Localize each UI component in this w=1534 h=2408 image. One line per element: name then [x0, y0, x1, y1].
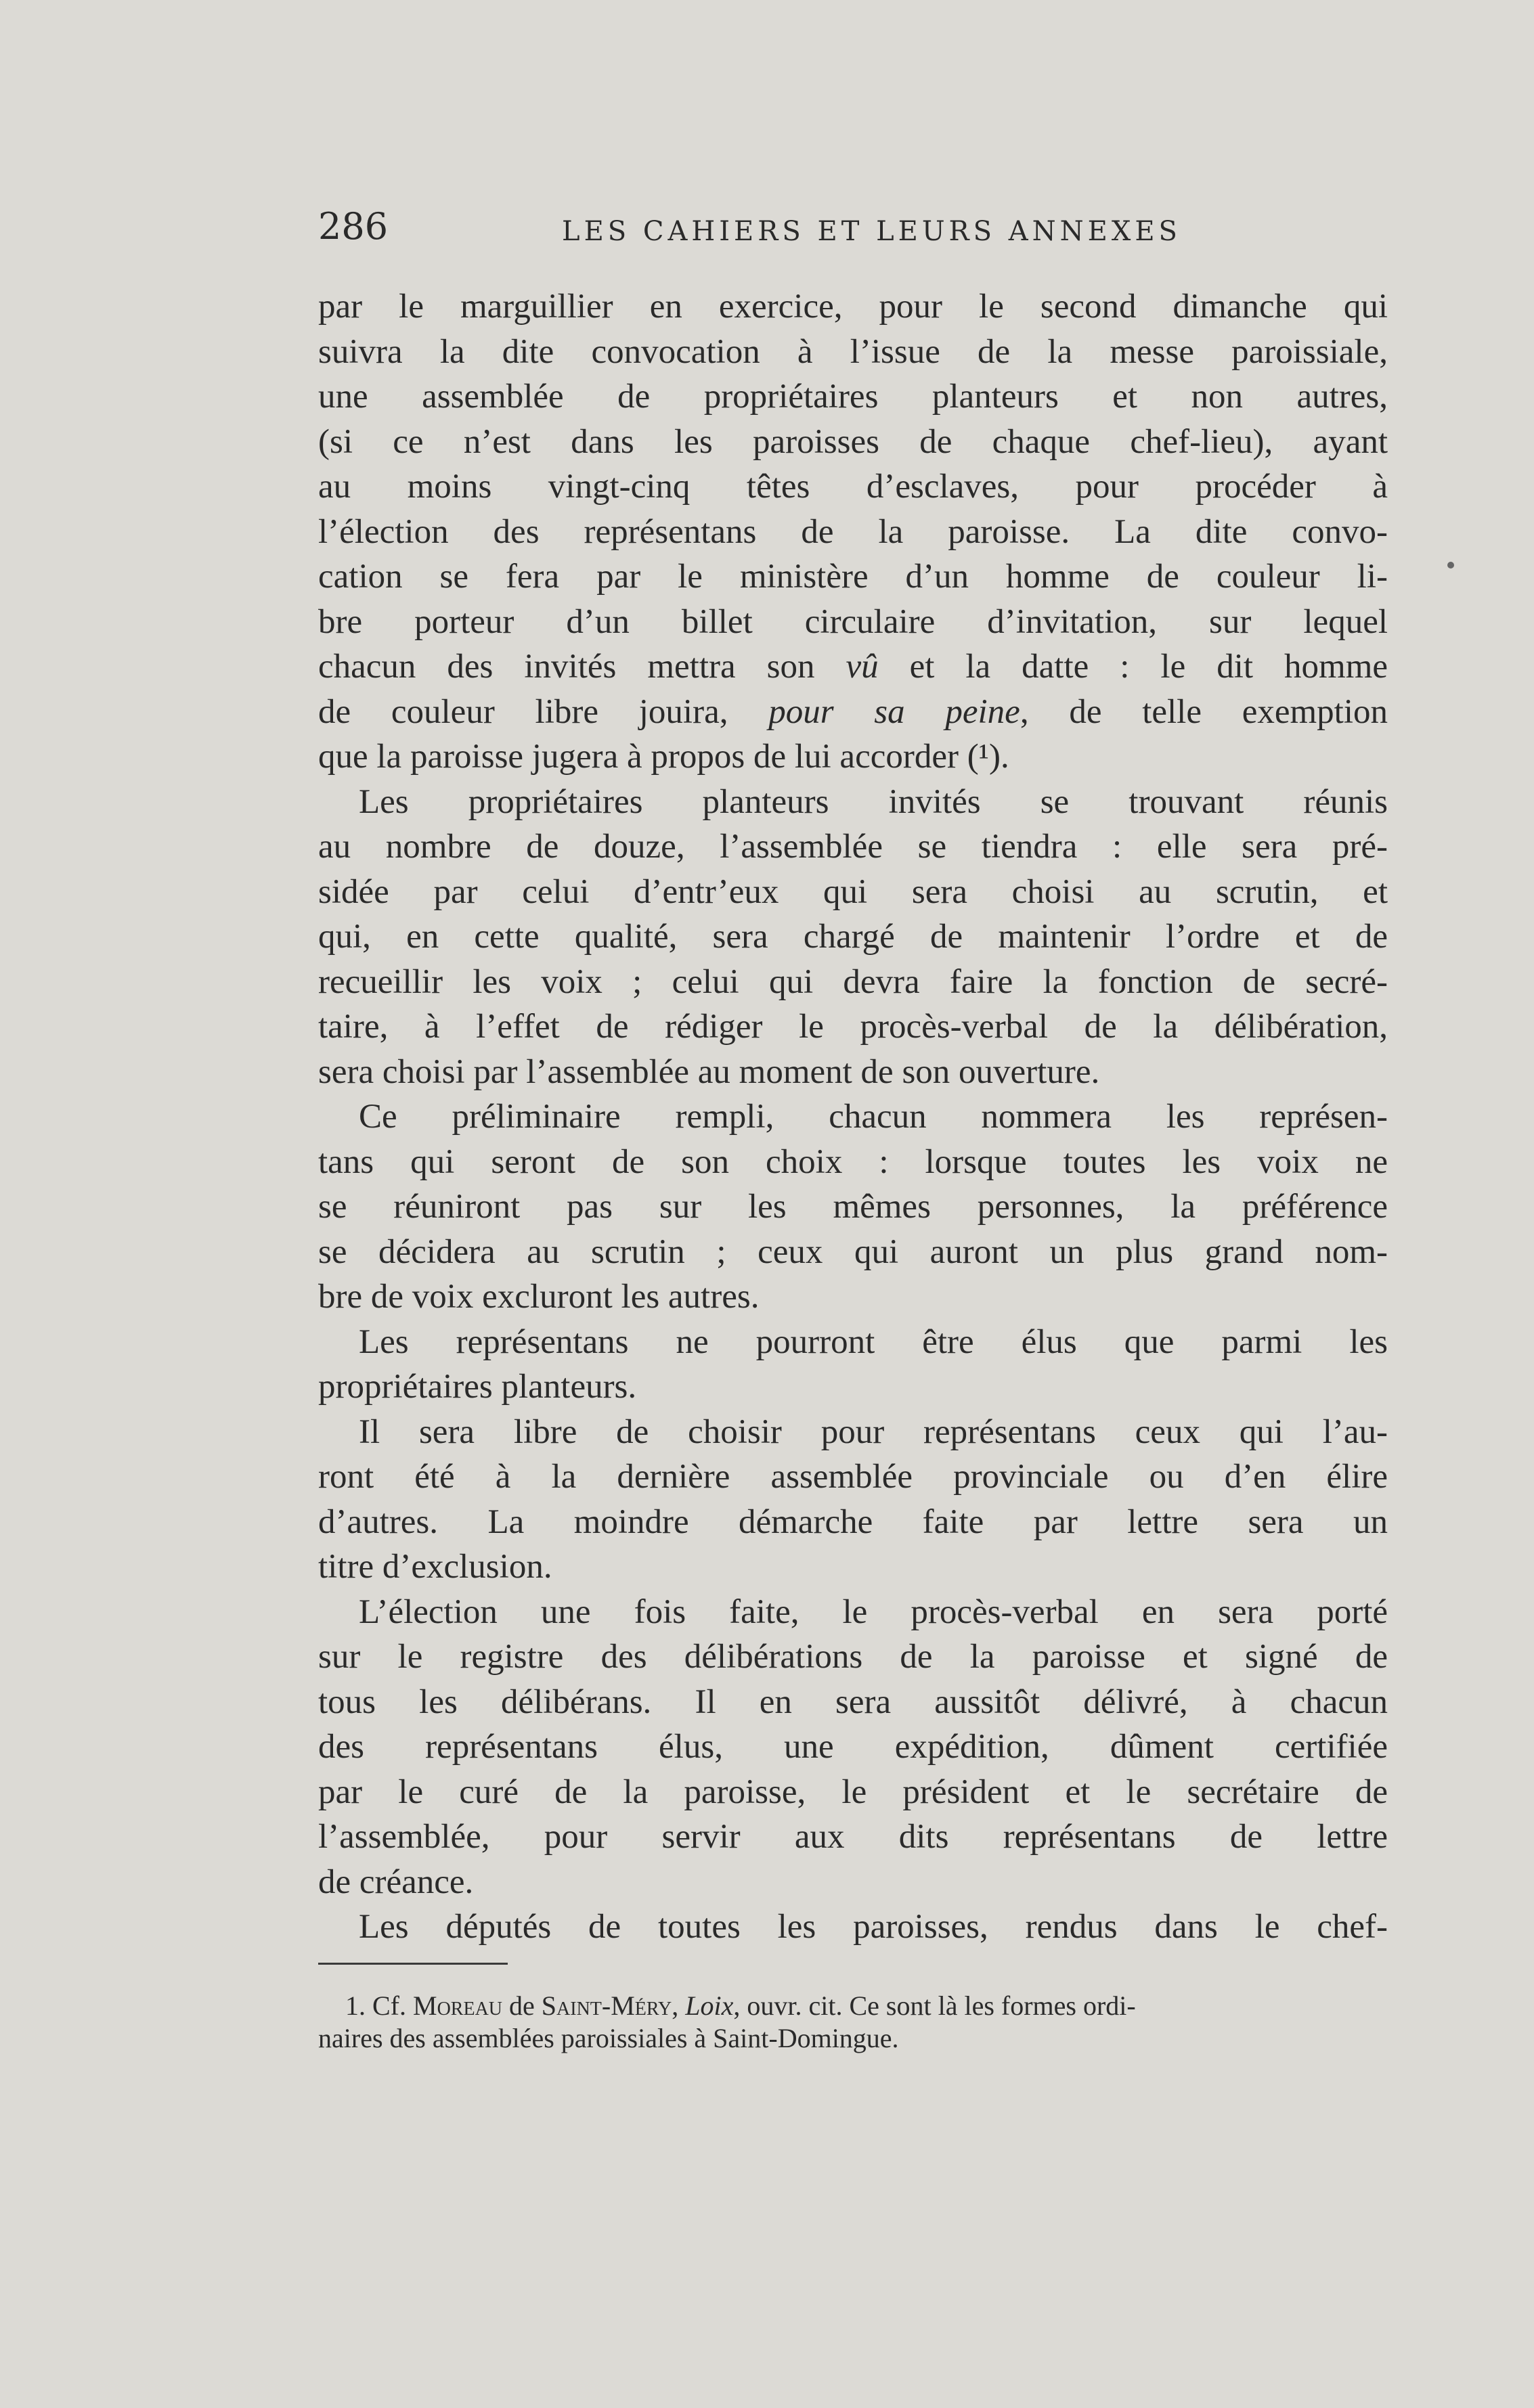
footnote-author-first: Moreau [413, 1990, 503, 2021]
text-line: tans qui seront de son choix : lorsque toutes les voix ne [318, 1142, 1388, 1181]
text-line: au moins vingt-cinq têtes d’esclaves, pour procéder à [318, 468, 1388, 506]
text-line: suivra la dite convocation à l’issue de la messe paroissiale, [318, 332, 1388, 371]
text-line: cation se fera par le ministère d’un homme de couleur li- [318, 558, 1388, 596]
text-line: qui, en cette qualité, sera chargé de maintenir l’ordre et de [318, 918, 1388, 956]
text-line: sur le registre des délibérations de la paroisse et signé de [318, 1638, 1388, 1676]
text-line: au nombre de douze, l’assemblée se tiendra : elle sera pré- [318, 828, 1388, 866]
text-line: par le curé de la paroisse, le président et le secrétaire de [318, 1772, 1388, 1811]
footnote-number: 1. [345, 1990, 366, 2021]
text-line: bre de voix excluront les autres. [318, 1278, 760, 1316]
page-number: 286 [318, 205, 389, 248]
running-title: LES CAHIERS ET LEURS ANNEXES [562, 216, 1181, 247]
text-line: (si ce n’est dans les paroisses de chaque chef-lieu), ayant [318, 422, 1388, 461]
footnote-work: Loix [685, 1990, 734, 2021]
text-line: que la paroisse jugera à propos de lui accorder (¹). [318, 738, 1009, 776]
footnote-rule [318, 1963, 508, 1965]
text-line: par le marguillier en exercice, pour le second dimanche qui [318, 288, 1388, 326]
footnote-cf: Cf. [372, 1990, 406, 2021]
text-line: ront été à la dernière assemblée provinciale ou d’en élire [318, 1458, 1388, 1496]
text-line: Les propriétaires planteurs invités se trouvant réunis [359, 782, 1388, 821]
text-line: Les députés de toutes les paroisses, rendus dans le chef- [359, 1908, 1388, 1946]
footnote-de: de [509, 1990, 535, 2021]
page-header [318, 203, 1388, 257]
text-line: des représentans élus, une expédition, dûment certifiée [318, 1728, 1388, 1766]
text-line: se réuniront pas sur les mêmes personnes, la préférence [318, 1188, 1388, 1226]
footnote-author-last: Saint-Méry [541, 1990, 672, 2021]
footnote-rest: , ouvr. cit. Ce sont là les formes ordi- [733, 1990, 1136, 2021]
text-line: L’élection une fois faite, le procès-verbal en sera porté [359, 1592, 1388, 1631]
text-line: l’assemblée, pour servir aux dits représentans de lettre [318, 1818, 1388, 1856]
footnote-line: naires des assemblées paroissiales à Saint-Domingue. [318, 2023, 899, 2053]
text-line: taire, à l’effet de rédiger le procès-verbal de la délibération, [318, 1008, 1388, 1046]
italic-phrase: pour sa peine [768, 692, 1020, 731]
text-line: se décidera au scrutin ; ceux qui auront un plus grand nom- [318, 1232, 1388, 1271]
text-line: sidée par celui d’entr’eux qui sera choisi au scrutin, et [318, 872, 1388, 911]
text-line: tous les délibérans. Il en sera aussitôt délivré, à chacun [318, 1682, 1388, 1721]
text-line: sera choisi par l’assemblée au moment de son ouverture. [318, 1052, 1100, 1091]
text-line: une assemblée de propriétaires planteurs et non autres, [318, 378, 1388, 416]
text-line: de créance. [318, 1863, 474, 1901]
text-line: Ce préliminaire rempli, chacun nommera les représen- [359, 1098, 1388, 1136]
text-line: chacun des invités mettra son vû et la datte : le dit homme [318, 648, 1388, 686]
italic-phrase: vû [846, 648, 879, 686]
footnote-comma: , [672, 1990, 686, 2021]
text-line: Il sera libre de choisir pour représentans ceux qui l’au- [359, 1412, 1388, 1451]
footnote [318, 1990, 1388, 2055]
text-line: l’élection des représentans de la paroisse. La dite convo- [318, 512, 1388, 551]
text-line: recueillir les voix ; celui qui devra faire la fonction de secré- [318, 962, 1388, 1001]
footnote-line [318, 1990, 1388, 2022]
text-line: de couleur libre jouira, pour sa peine, de telle exemption [318, 692, 1388, 731]
body-text [318, 284, 1388, 1950]
text-line: titre d’exclusion. [318, 1548, 552, 1586]
text-line: Les représentans ne pourront être élus que parmi les [359, 1322, 1388, 1361]
margin-speck [1447, 562, 1454, 568]
text-line: bre porteur d’un billet circulaire d’invitation, sur lequel [318, 602, 1388, 641]
text-line: propriétaires planteurs. [318, 1368, 637, 1406]
text-line: d’autres. La moindre démarche faite par lettre sera un [318, 1502, 1388, 1541]
